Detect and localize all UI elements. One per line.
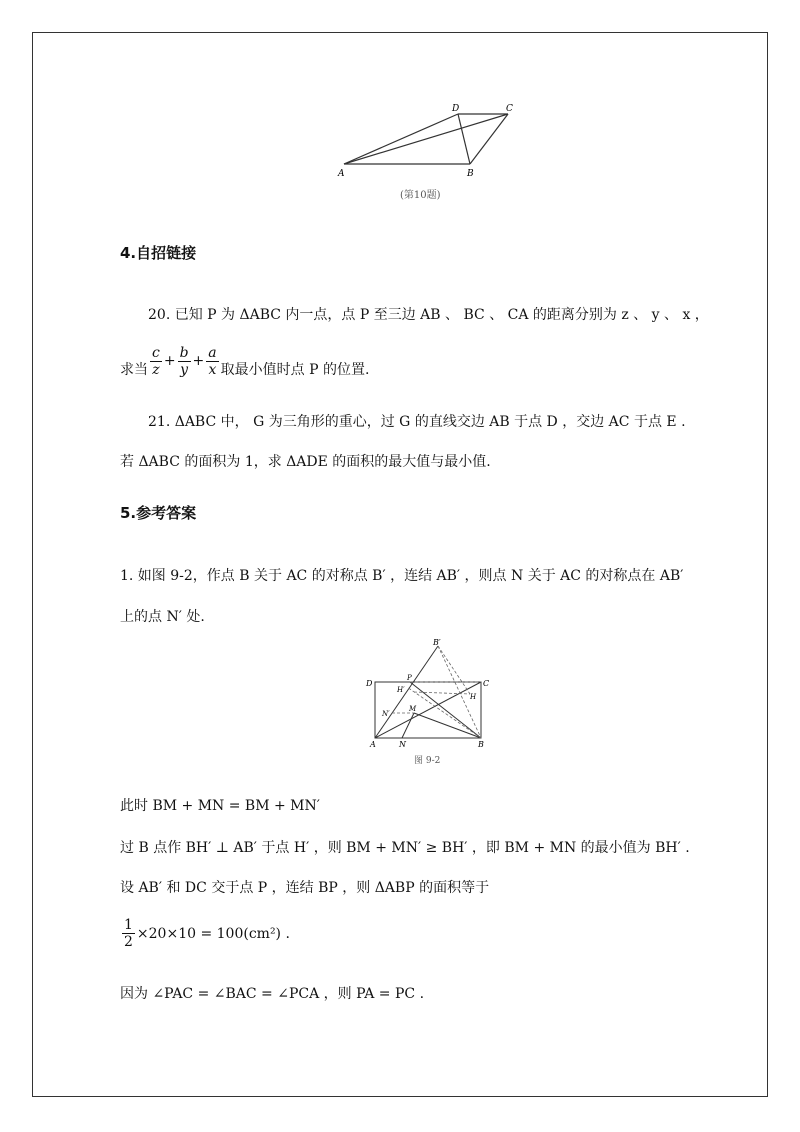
label-b: B xyxy=(478,740,484,749)
label-d: D xyxy=(366,679,373,688)
figure-caption: (第10题) xyxy=(400,190,441,201)
problem-21-line1: 21. ΔABC 中， G 为三角形的重心，过 G 的直线交边 AB 于点 D ，交边 AC 于点 E . xyxy=(148,414,686,430)
problem-20-prefix: 求当 xyxy=(120,362,148,378)
figure-quadrilateral xyxy=(330,100,530,205)
diagonal-ac xyxy=(375,682,481,738)
answer-line-4-rest: ×20×10 = 100(cm²) . xyxy=(136,925,290,942)
label-d: D xyxy=(452,104,460,114)
problem-20-suffix: 取最小值时点 P 的位置. xyxy=(220,362,370,378)
answer-line-2: 过 B 点作 BH′ ⊥ AB′ 于点 H′ ，则 BM + MN′ ≥ BH′ ，即 BM + MN 的最小值为 BH′ . xyxy=(120,840,690,856)
label-c: C xyxy=(506,104,513,114)
label-p: P xyxy=(407,674,412,682)
label-a: A xyxy=(370,740,376,749)
label-c: C xyxy=(483,679,490,688)
label-h-prime: H′ xyxy=(397,686,405,694)
label-h: H xyxy=(470,693,477,701)
answer-line-5: 因为 ∠PAC = ∠BAC = ∠PCA ，则 PA = PC . xyxy=(120,986,425,1002)
answer-1-line2: 上的点 N′ 处. xyxy=(120,609,205,625)
fraction-c-over-z: $\frac{c}{z}$ xyxy=(152,344,160,378)
diagonal-bd xyxy=(458,114,470,164)
answer-line-1: 此时 BM + MN = BM + MN′ xyxy=(120,798,320,814)
segment-bm xyxy=(414,713,481,738)
answer-line-4 xyxy=(120,917,290,950)
section-title-5: 5.参考答案 xyxy=(120,504,197,522)
answer-1-line1: 1. 如图 9-2，作点 B 关于 AC 的对称点 B′ ，连结 AB′ ，则点 N 关于 AC 的对称点在 AB′ xyxy=(120,568,684,584)
figure-9-2 xyxy=(362,636,496,766)
fraction-b-over-y: $\frac{b}{y}$ xyxy=(179,344,189,378)
label-b-prime: B′ xyxy=(433,638,441,647)
problem-21-line2: 若 ΔABC 的面积为 1，求 ΔADE 的面积的最大值与最小值. xyxy=(120,454,491,470)
section-title-4: 4.自招链接 xyxy=(120,244,197,262)
segment-bp xyxy=(410,682,481,738)
figure-caption: 图 9-2 xyxy=(414,756,441,766)
problem-20-line1: 20. 已知 P 为 ΔABC 内一点，点 P 至三边 AB 、 BC 、 CA 的距离分别为 z 、 y 、 x ， xyxy=(148,307,709,323)
segment-mn xyxy=(402,713,414,738)
label-n-prime: N′ xyxy=(382,710,390,718)
label-b: B xyxy=(467,169,474,179)
label-n: N xyxy=(399,740,406,749)
diagonal-ac xyxy=(344,114,508,164)
fraction-one-half: $\frac{1}{2}$ xyxy=(124,917,133,950)
edge-da xyxy=(344,114,458,164)
fraction-a-over-x: $\frac{a}{x}$ xyxy=(208,344,217,378)
answer-line-3: 设 AB′ 和 DC 交于点 P ，连结 BP ，则 ΔABP 的面积等于 xyxy=(120,880,490,896)
label-a: A xyxy=(338,169,345,179)
label-m: M xyxy=(409,705,417,713)
problem-20-line2: 求当 $\frac{c}{z}$ + $\frac{b}{y}$ + $\frac{a}{x}$ 取最小值时点 P 的位置. xyxy=(120,344,370,378)
line-ab-prime xyxy=(375,646,438,738)
edge-bc xyxy=(470,114,508,164)
